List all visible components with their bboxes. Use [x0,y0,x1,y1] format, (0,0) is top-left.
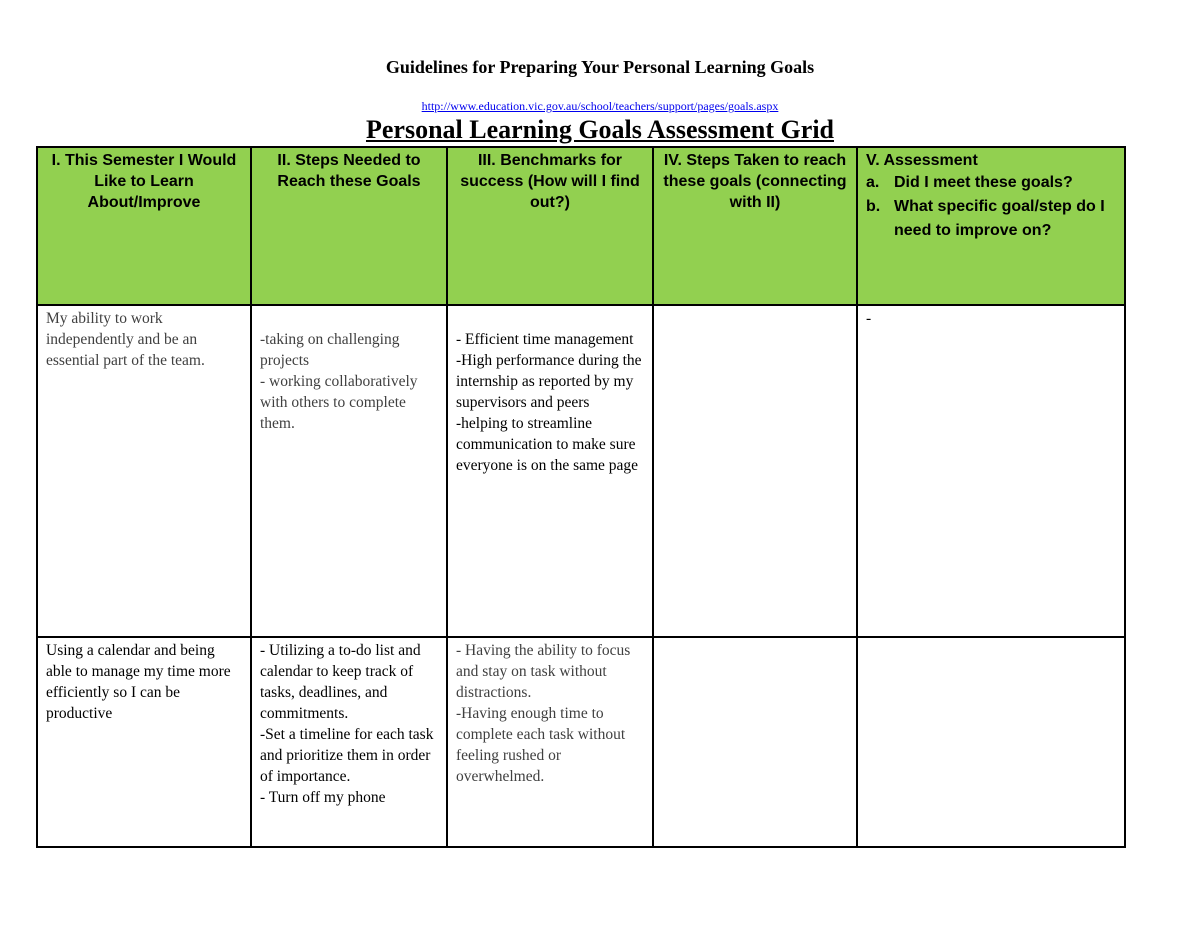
assessment-question-a [866,171,1116,195]
assessment-cell[interactable] [857,637,1125,847]
assessment-question-text: What specific goal/step do I need to improve on? [894,198,1105,239]
assessment-cell[interactable]: - [857,305,1125,637]
header-steps-needed: II. Steps Needed to Reach these Goals [251,147,447,305]
steps-cell[interactable]: - Utilizing a to-do list and calendar to keep track of tasks, deadlines, and commitments. -Set a timeline for each task and prioritize them in order of importance. - Turn off my phone [251,637,447,847]
benchmarks-cell[interactable]: - Having the ability to focus and stay on task without distractions. -Having enough time to complete each task without feeling rushed or overwhelmed. [447,637,653,847]
assessment-question-text: Did I meet these goals? [894,174,1073,191]
list-marker: a. [866,174,880,191]
table-row [37,305,1125,637]
goals-assessment-grid [36,146,1126,848]
steps-cell[interactable]: -taking on challenging projects - working collaboratively with others to complete them. [251,305,447,637]
header-assessment-title: V. Assessment [866,152,978,169]
table-row [37,637,1125,847]
list-marker: b. [866,198,881,215]
grid-title: Personal Learning Goals Assessment Grid [365,115,834,144]
assessment-question-b [866,195,1116,243]
steps-taken-cell[interactable] [653,637,857,847]
goals-reference-link[interactable]: http://www.education.vic.gov.au/school/teachers/support/pages/goals.aspx [421,99,779,113]
goal-cell[interactable]: My ability to work independently and be an essential part of the team. [37,305,251,637]
steps-taken-cell[interactable] [653,305,857,637]
goal-cell[interactable]: Using a calendar and being able to manage my time more efficiently so I can be productive [37,637,251,847]
header-assessment [857,147,1125,305]
header-learn-improve: I. This Semester I Would Like to Learn About/Improve [37,147,251,305]
header-benchmarks: III. Benchmarks for success (How will I find out?) [447,147,653,305]
document-heading: Guidelines for Preparing Your Personal Learning Goals [385,57,815,77]
header-steps-taken: IV. Steps Taken to reach these goals (connecting with II) [653,147,857,305]
header-row [37,147,1125,305]
benchmarks-cell[interactable]: - Efficient time management -High performance during the internship as reported by my supervisors and peers -helping to streamline communication to make sure everyone is on the same page [447,305,653,637]
assessment-questions [866,171,1116,243]
